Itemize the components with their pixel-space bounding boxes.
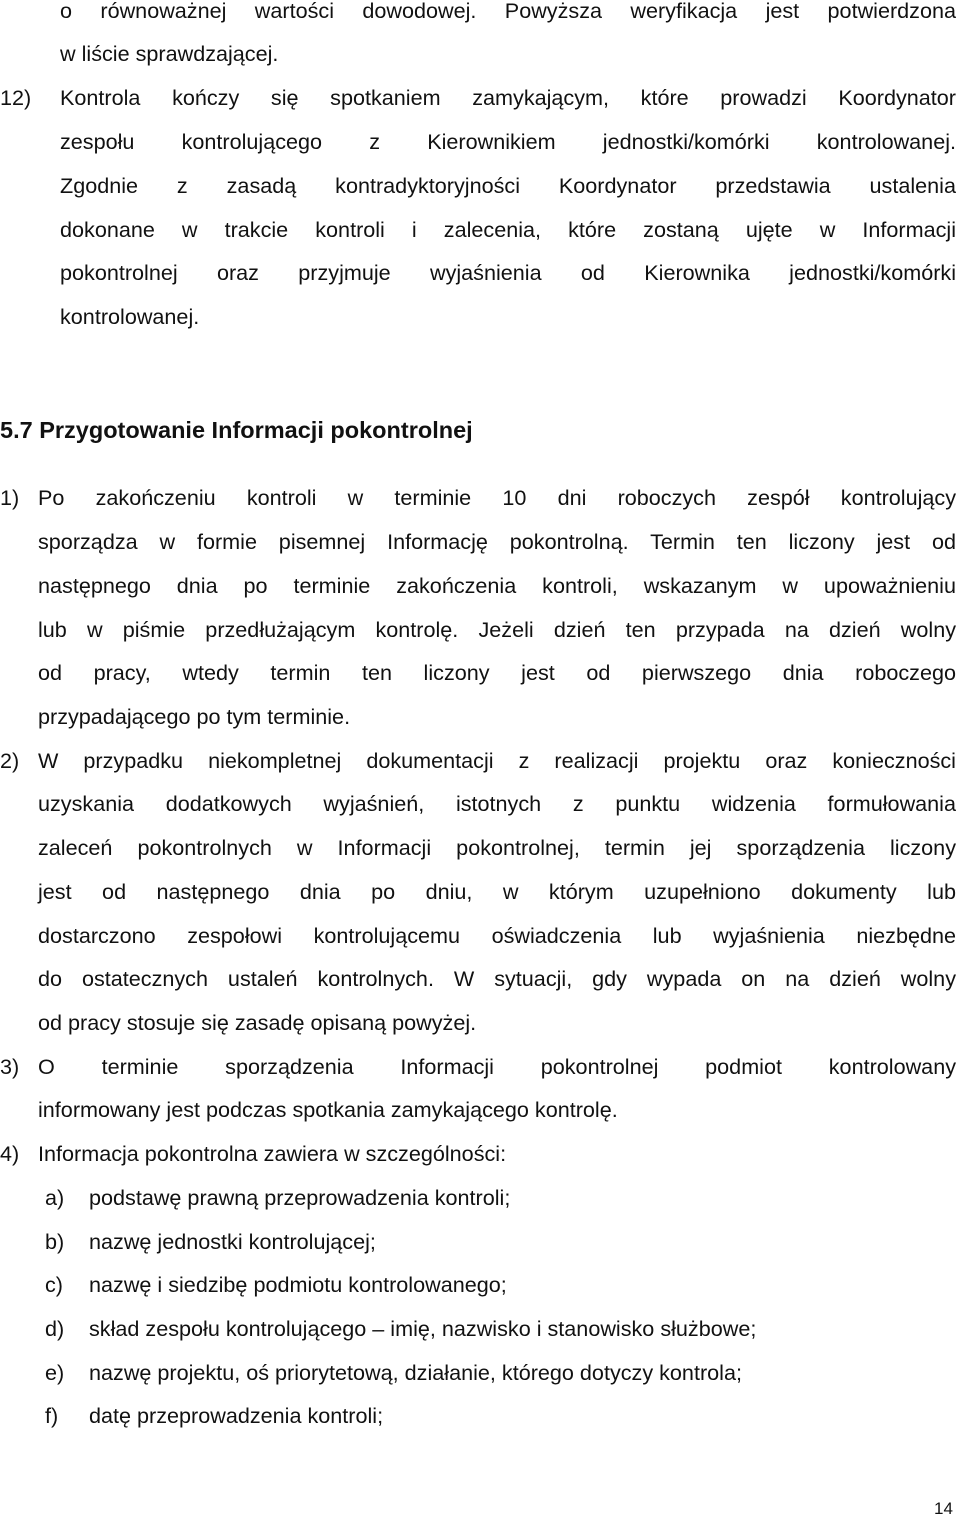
page-number: 14 <box>934 1499 953 1518</box>
item-3-number: 3) <box>0 1054 20 1079</box>
subitem-e-letter: e) <box>45 1360 65 1385</box>
subitem-a-text: podstawę prawną przeprowadzenia kontroli; <box>89 1185 511 1210</box>
item-12-line-1: Kontrola kończy się spotkaniem zamykającym, które prowadzi Koordynator <box>60 85 956 110</box>
subitem-e-text: nazwę projektu, oś priorytetową, działanie, którego dotyczy kontrola; <box>89 1360 742 1385</box>
subitem-a-letter: a) <box>45 1185 65 1210</box>
item-2-line-4: jest od następnego dnia po dniu, w którym uzupełniono dokumenty lub <box>38 879 956 904</box>
item-1-number: 1) <box>0 485 20 510</box>
item-4-line-1: Informacja pokontrolna zawiera w szczególności: <box>38 1141 507 1166</box>
intro-line-1: o równoważnej wartości dowodowej. Powyższa weryfikacja jest potwierdzona <box>60 0 956 23</box>
item-12-line-6: kontrolowanej. <box>60 304 200 329</box>
subitem-f-letter: f) <box>45 1403 59 1428</box>
section-heading: 5.7 Przygotowanie Informacji pokontrolnej <box>0 417 473 443</box>
subitem-b-text: nazwę jednostki kontrolującej; <box>89 1229 376 1254</box>
item-1-line-1: Po zakończeniu kontroli w terminie 10 dni roboczych zespół kontrolujący <box>38 485 956 510</box>
item-2-line-2: uzyskania dodatkowych wyjaśnień, istotnych z punktu widzenia formułowania <box>38 791 956 816</box>
item-12-line-2: zespołu kontrolującego z Kierownikiem jednostki/komórki kontrolowanej. <box>60 129 956 154</box>
item-2-line-3: zaleceń pokontrolnych w Informacji pokontrolnej, termin jej sporządzenia liczony <box>38 835 956 860</box>
item-3-line-2: informowany jest podczas spotkania zamykającego kontrolę. <box>38 1097 618 1122</box>
item-2-line-5: dostarczono zespołowi kontrolującemu oświadczenia lub wyjaśnienia niezbędne <box>38 923 956 948</box>
item-1-line-2: sporządza w formie pisemnej Informację pokontrolną. Termin ten liczony jest od <box>38 529 956 554</box>
item-1-line-5: od pracy, wtedy termin ten liczony jest od pierwszego dnia roboczego <box>38 660 956 685</box>
item-3-line-1: O terminie sporządzenia Informacji pokontrolnej podmiot kontrolowany <box>38 1054 956 1079</box>
item-1-line-4: lub w piśmie przedłużającym kontrolę. Jeżeli dzień ten przypada na dzień wolny <box>38 617 956 642</box>
subitem-f-text: datę przeprowadzenia kontroli; <box>89 1403 384 1428</box>
item-12-line-4: dokonane w trakcie kontroli i zalecenia, które zostaną ujęte w Informacji <box>60 217 956 242</box>
subitem-c-letter: c) <box>45 1272 63 1297</box>
subitem-d-text: skład zespołu kontrolującego – imię, nazwisko i stanowisko służbowe; <box>89 1316 757 1341</box>
item-2-number: 2) <box>0 748 20 773</box>
item-4-number: 4) <box>0 1141 20 1166</box>
item-1-line-3: następnego dnia po terminie zakończenia kontroli, wskazanym w upoważnieniu <box>38 573 956 598</box>
subitem-b-letter: b) <box>45 1229 65 1254</box>
intro-line-2: w liście sprawdzającej. <box>60 41 279 66</box>
item-12-line-5: pokontrolnej oraz przyjmuje wyjaśnienia od Kierownika jednostki/komórki <box>60 260 956 285</box>
item-2-line-6: do ostatecznych ustaleń kontrolnych. W sytuacji, gdy wypada on na dzień wolny <box>38 966 956 991</box>
item-12-number: 12) <box>0 85 32 110</box>
item-1-line-6: przypadającego po tym terminie. <box>38 704 351 729</box>
item-2-line-1: W przypadku niekompletnej dokumentacji z realizacji projektu oraz konieczności <box>38 748 956 773</box>
subitem-d-letter: d) <box>45 1316 65 1341</box>
subitem-c-text: nazwę i siedzibę podmiotu kontrolowanego; <box>89 1272 507 1297</box>
item-2-line-7: od pracy stosuje się zasadę opisaną powyżej. <box>38 1010 477 1035</box>
item-12-line-3: Zgodnie z zasadą kontradyktoryjności Koordynator przedstawia ustalenia <box>60 173 956 198</box>
